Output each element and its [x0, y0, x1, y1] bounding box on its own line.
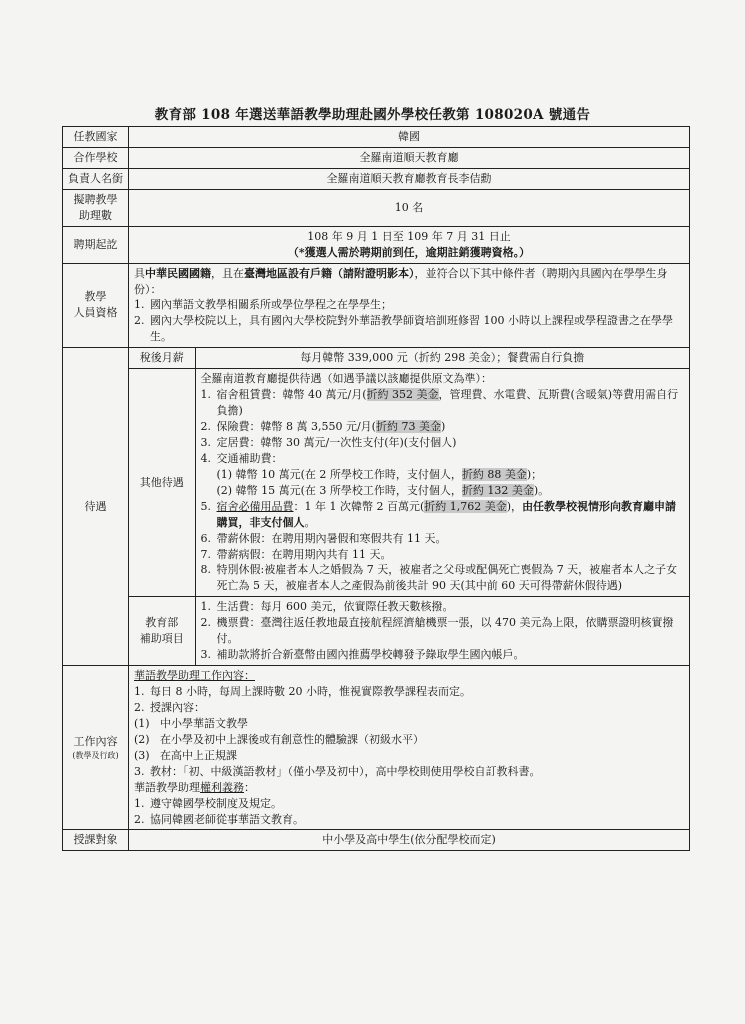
- text-part: ，管理費、水電費、瓦斯費(含暖氣)等費用需自行負擔): [216, 388, 679, 418]
- list-text: [217, 499, 685, 531]
- list-number: 1.: [134, 796, 145, 810]
- list-number: 2.: [134, 314, 145, 328]
- rights-list: [134, 796, 684, 828]
- qualification-cell: [129, 263, 690, 348]
- list-number: 2.: [134, 700, 145, 714]
- row-country: [63, 127, 690, 148]
- quota-value: 10 名: [129, 189, 690, 226]
- transport-heading: 交通補助費：: [216, 451, 283, 465]
- moe-label-line1: 教育部: [145, 616, 179, 630]
- period-value: 108 年 9 月 1 日至 109 年 7 月 31 日止: [307, 229, 511, 243]
- country-value: 韓國: [129, 127, 690, 148]
- text-part: 宿舍必備用品費: [216, 499, 294, 513]
- list-item: [201, 547, 685, 563]
- work-label: [63, 666, 129, 830]
- other-benefits-intro: 全羅南道教育廳提供待遇（如遇爭議以該廳提供原文為準）：: [200, 372, 492, 386]
- partner-label: 合作學校: [63, 147, 129, 168]
- list-text: 帶薪休假：在聘用期內暑假和寒假共有 11 天。: [216, 531, 447, 545]
- list-item: [201, 435, 685, 451]
- qualification-intro-e: ，並符合以下其中條件者（聘期內具國內在學學生身份）：: [134, 266, 668, 296]
- highlighted-amount: 折約 73 美金: [375, 420, 441, 433]
- text-part: (1) 韓幣 10 萬元(在 2 所學校工作時，支付個人，: [216, 467, 462, 481]
- moe-subsidy-list: [201, 599, 685, 663]
- text-part: 保險費：韓幣 8 萬 3,550 元/月(: [216, 420, 376, 433]
- treatment-inner-table: [129, 348, 689, 665]
- list-item: [134, 684, 684, 700]
- salary-label: 稅後月薪: [129, 348, 195, 368]
- highlighted-amount: 折約 88 美金: [461, 467, 527, 481]
- row-treatment: [63, 348, 690, 666]
- list-number: 3.: [200, 648, 211, 662]
- list-item: [134, 748, 684, 764]
- list-item: [134, 764, 684, 780]
- treatment-label: 待遇: [63, 348, 129, 666]
- work-cell: [129, 666, 690, 830]
- qualification-intro-c: ，且在: [211, 266, 244, 280]
- list-number: 1.: [134, 685, 145, 698]
- list-text: 機票費：臺灣往返任教地最直接航程經濟艙機票一張，以 470 美元為上限，依購票證明核實撥付。: [216, 616, 674, 646]
- period-label: 聘期起訖: [63, 226, 129, 263]
- row-other-benefits: [129, 369, 689, 597]
- list-number: 1.: [134, 298, 145, 312]
- quota-label: [63, 189, 129, 226]
- list-text: 定居費：韓幣 30 萬元/一次性支付(年)(支付個人): [216, 435, 457, 449]
- list-item: [134, 796, 684, 812]
- text-part: ): [440, 420, 446, 433]
- list-item: [201, 599, 685, 615]
- period-note: （*獲選人需於聘期前到任，逾期註銷獲聘資格。）: [287, 245, 531, 259]
- list-text: [217, 419, 685, 435]
- list-text: 補助款將折合新臺幣由國內推薦學校轉發予錄取學生國內帳戶。: [216, 648, 525, 662]
- qualification-label-line2: 人員資格: [73, 306, 118, 320]
- work-heading: 華語教學助理工作內容：: [134, 669, 255, 683]
- list-number: 2.: [134, 812, 145, 826]
- row-qualification: [63, 263, 690, 348]
- list-number: 1.: [200, 388, 211, 402]
- qualification-label-line1: 教學: [84, 290, 107, 304]
- list-text: 在高中上正規課: [160, 748, 237, 762]
- text-part: )，: [506, 499, 523, 513]
- list-text: 國內華語文教學相關系所或學位學程之在學學生；: [150, 298, 392, 312]
- text-part: ：: [244, 780, 255, 794]
- text-part: (2) 韓幣 15 萬元(在 3 所學校工作時，支付個人，: [216, 483, 462, 497]
- list-number: 4.: [200, 451, 211, 465]
- transport-sub-1: [217, 467, 685, 483]
- list-number: 5.: [200, 499, 211, 513]
- notice-table: [62, 126, 690, 851]
- other-benefits-cell: [195, 369, 689, 597]
- list-item: [201, 647, 685, 663]
- other-benefits-label: 其他待遇: [129, 369, 195, 597]
- officer-value: 全羅南道順天教育廳教育長李佶勳: [129, 168, 690, 189]
- row-quota: [63, 189, 690, 226]
- text-part: ：1 年 1 次韓幣 2 百萬元(: [293, 499, 425, 513]
- qualification-list: [134, 297, 684, 345]
- transport-sub-2: [217, 483, 685, 499]
- quota-label-line1: 擬聘教學: [73, 192, 118, 206]
- bold-note: 由任教學校視情形向教育廳申請購買，非支付個人: [216, 499, 677, 529]
- moe-label-line2: 補助項目: [139, 632, 184, 646]
- row-work: [63, 666, 690, 830]
- list-item: [134, 700, 684, 716]
- text-part: 。: [304, 515, 316, 529]
- row-officer: [63, 168, 690, 189]
- list-number: (1): [134, 716, 150, 730]
- row-period: [63, 226, 690, 263]
- highlighted-amount: 折約 352 美金: [366, 388, 439, 402]
- text-part: )；: [526, 467, 543, 481]
- salary-value: 每月韓幣 339,000 元（折約 298 美金）；餐費需自行負擔: [195, 348, 689, 368]
- rights-heading: [134, 780, 684, 796]
- list-item: [201, 615, 685, 647]
- work-list: [134, 684, 684, 716]
- residency-requirement: 臺灣地區設有戶籍（請附證明影本）: [244, 266, 415, 280]
- country-label: 任教國家: [63, 127, 129, 148]
- list-number: 1.: [200, 600, 211, 614]
- list-number: 7.: [200, 547, 211, 561]
- partner-value: 全羅南道順天教育廳: [129, 147, 690, 168]
- quota-label-line2: 助理數: [79, 208, 112, 222]
- row-target: [63, 830, 690, 851]
- list-item: [134, 812, 684, 828]
- list-number: 2.: [200, 616, 211, 630]
- list-text: [217, 451, 685, 499]
- other-benefits-list: [201, 387, 685, 594]
- row-salary: [129, 348, 689, 368]
- list-number: 3.: [134, 764, 145, 778]
- list-text: 遵守韓國學校制度及規定。: [150, 796, 282, 810]
- list-text: 國內大學校院以上，具有國內大學校院對外華語教學師資培訓班修習 100 小時以上課程或學程證書之在學學生。: [150, 314, 673, 344]
- list-number: 3.: [200, 435, 211, 449]
- list-text: 帶薪病假：在聘用期內共有 11 天。: [216, 547, 392, 561]
- list-number: 2.: [200, 420, 211, 433]
- list-text: 授課內容：: [150, 700, 205, 714]
- target-value: 中小學及高中學生(依分配學校而定): [129, 830, 690, 851]
- text-part: 權利義務: [200, 780, 244, 794]
- work-label-main: 工作內容: [73, 734, 118, 748]
- list-item: [201, 419, 685, 435]
- treatment-cell: [129, 348, 690, 666]
- text-part: 宿舍租賃費：韓幣 40 萬元/月(: [216, 388, 367, 402]
- work-list-continued: [134, 764, 684, 780]
- list-item: [134, 313, 684, 345]
- moe-subsidy-cell: [195, 597, 689, 665]
- qualification-intro: [134, 266, 684, 298]
- list-text: 特別休假:被雇者本人之婚假為 7 天，被雇者之父母或配偶死亡喪假為 7 天，被雇者本人之子女死亡為 5 天，被雇者本人之產假為前後共計 90 天(其中前 60 天可得帶薪休假待遇): [216, 563, 678, 593]
- qualification-intro-a: 具: [134, 266, 145, 280]
- list-item: [201, 562, 685, 594]
- list-number: 6.: [200, 531, 211, 545]
- list-number: (2): [134, 732, 150, 746]
- list-item: [134, 716, 684, 732]
- highlighted-amount: 折約 132 美金: [461, 483, 534, 497]
- moe-subsidy-label: [129, 597, 195, 665]
- list-text: 協同韓國老師從事華語文教育。: [150, 812, 304, 826]
- row-moe-subsidy: [129, 597, 689, 665]
- highlighted-amount: 折約 1,762 美金: [424, 499, 507, 513]
- list-item: [201, 387, 685, 419]
- work-label-small: (教學及行政): [72, 750, 119, 760]
- list-number: 8.: [200, 563, 211, 577]
- text-part: 華語教學助理: [134, 780, 200, 794]
- list-item: [201, 451, 685, 499]
- officer-label: 負責人名銜: [63, 168, 129, 189]
- list-number: (3): [134, 748, 150, 762]
- list-text: 教材：「初、中級漢語教材」（僅小學及初中），高中學校則使用學校自訂教科書。: [150, 764, 541, 778]
- period-cell: [129, 226, 690, 263]
- list-item: [201, 499, 685, 531]
- list-text: [217, 387, 685, 419]
- row-partner: [63, 147, 690, 168]
- target-label: 授課對象: [63, 830, 129, 851]
- qualification-label: [63, 263, 129, 348]
- list-text: 中小學華語文教學: [160, 716, 248, 730]
- list-text: 生活費：每月 600 美元，依實際任教天數核撥。: [216, 600, 454, 614]
- document-title: 教育部 108 年選送華語教學助理赴國外學校任教第 108020A 號通告: [154, 107, 591, 123]
- text-part: )。: [533, 483, 550, 497]
- nationality-requirement: 中華民國國籍: [145, 266, 211, 280]
- list-item: [134, 732, 684, 748]
- list-text: 在小學及初中上課後或有創意性的體驗課（初級水平）: [160, 732, 424, 746]
- list-text: 每日 8 小時，每周上課時數 20 小時，惟視實際教學課程表而定。: [150, 685, 471, 698]
- list-item: [134, 297, 684, 313]
- work-sub-list: [134, 716, 684, 764]
- list-item: [201, 531, 685, 547]
